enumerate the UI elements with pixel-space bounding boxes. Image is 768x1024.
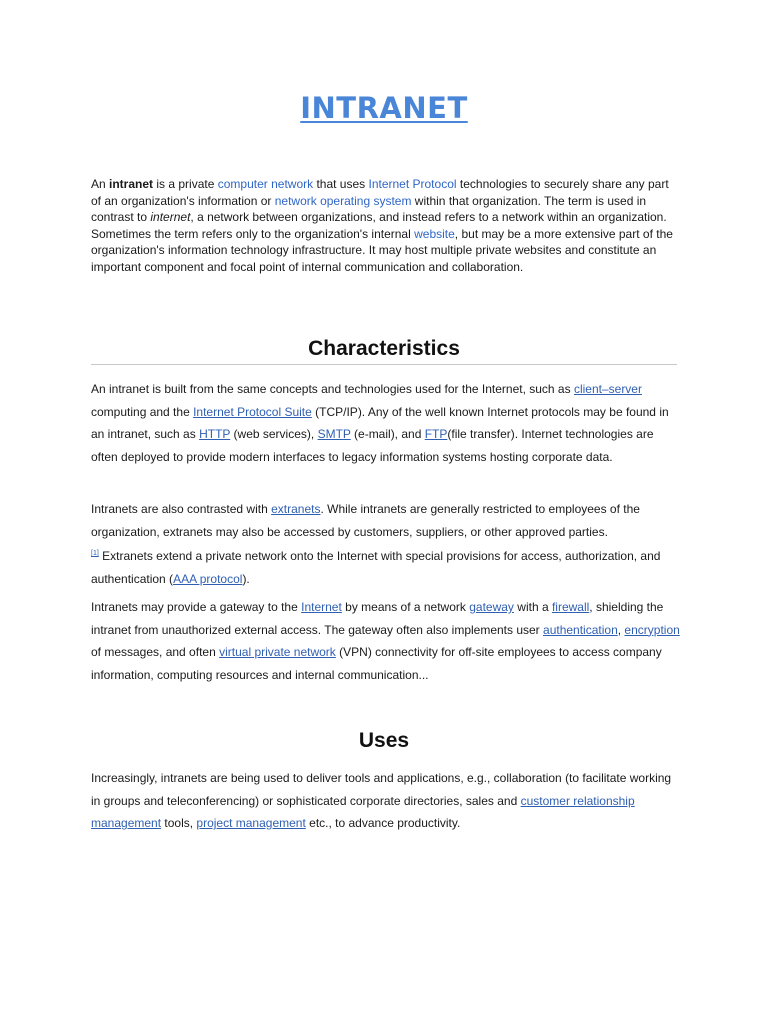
link-virtual-private-network[interactable]: virtual private network <box>219 645 336 660</box>
section-heading-characteristics: Characteristics <box>308 337 460 360</box>
intro-text: An <box>91 177 110 191</box>
link-internet-protocol-suite[interactable]: Internet Protocol Suite <box>193 404 312 419</box>
link-ftp[interactable]: FTP <box>424 427 448 442</box>
characteristics-paragraph-1 <box>91 378 683 468</box>
body-text: (TCP/IP). Any of the well known Internet protocols may be found in an intranet, such as <box>91 404 669 442</box>
characteristics-paragraph-2 <box>91 498 683 590</box>
characteristics-paragraph-3 <box>91 596 683 686</box>
body-text: (file transfer). Internet technologies are often deployed to provide modern interfaces to legacy information systems hosting corporate data. <box>91 427 654 464</box>
body-text: tools, <box>161 816 197 831</box>
link-gateway[interactable]: gateway <box>469 600 514 614</box>
body-text: Intranets may provide a gateway to the <box>91 600 302 614</box>
intro-text: within that organization. The term is used in contrast to <box>91 193 647 225</box>
body-text: (e-mail), and <box>350 427 425 442</box>
section-divider <box>91 364 677 365</box>
body-text: of messages, and often <box>91 645 220 660</box>
link-client-server[interactable]: client–server <box>573 382 642 396</box>
intro-text: , a network between organizations, and instead refers to a network within an organization. Sometimes the term refers only to the organization's internal <box>91 210 667 241</box>
section-heading-uses: Uses <box>358 729 410 752</box>
body-text: (web services), <box>230 427 318 442</box>
link-computer-network[interactable]: computer network <box>217 177 314 191</box>
link-network-operating-system[interactable]: network operating system <box>274 193 412 208</box>
link-encryption[interactable]: encryption <box>624 622 680 637</box>
intro-text: is a private <box>153 177 218 191</box>
body-text: with a <box>513 600 552 614</box>
body-text: computing and the <box>91 404 194 419</box>
intro-text: that uses <box>313 177 369 191</box>
intro-bold-term: intranet <box>109 177 154 191</box>
body-text: . While intranets are generally restricted to employees of the organization, extranets may also be accessed by customers, suppliers, or other approved parties. <box>91 502 640 539</box>
body-text: by means of a network <box>341 600 470 614</box>
link-smtp[interactable]: SMTP <box>317 427 351 442</box>
intro-text: technologies to securely share any part of an organization's information or <box>91 177 669 208</box>
body-text: , <box>617 622 625 637</box>
uses-paragraph-1 <box>91 767 683 835</box>
body-text: An intranet is built from the same concepts and technologies used for the Internet, such as <box>91 382 574 396</box>
intro-text: , but may be a more extensive part of the organization's information technology infrastructure. It may host multiple private websites and constitute an important component and focal point of internal communication and collaboration. <box>91 226 673 274</box>
link-internet[interactable]: Internet <box>301 600 342 614</box>
intro-paragraph <box>91 176 681 276</box>
body-text: Increasingly, intranets are being used to deliver tools and applications, e.g., collaboration (to facilitate working in groups and teleconferencing) or sophisticated corporate directories, sales and <box>91 771 672 808</box>
link-project-management[interactable]: project management <box>196 816 306 831</box>
link-customer-relationship-management[interactable]: customer relationship management <box>91 793 635 831</box>
link-aaa-protocol[interactable]: AAA protocol <box>173 571 243 586</box>
body-text: Intranets are also contrasted with <box>91 502 272 516</box>
body-text: etc., to advance productivity. <box>305 816 461 831</box>
body-text: , shielding the intranet from unauthorized external access. The gateway often also implements user <box>91 600 664 637</box>
link-http[interactable]: HTTP <box>199 427 231 442</box>
body-text: ). <box>242 571 250 586</box>
link-firewall[interactable]: firewall <box>551 600 590 614</box>
reference-link[interactable]: [1] <box>91 550 99 558</box>
page-title: INTRANET <box>300 91 468 125</box>
link-extranets[interactable]: extranets <box>271 502 321 516</box>
link-authentication[interactable]: authentication <box>543 622 618 637</box>
intro-italic-term: internet <box>150 210 191 225</box>
link-website[interactable]: website <box>414 226 455 241</box>
body-text: Extranets extend a private network onto the Internet with special provisions for access, authorization, and authentication ( <box>91 549 661 586</box>
body-text: (VPN) connectivity for off-site employees to access company information, computing resources and internal communication... <box>91 645 662 682</box>
link-internet-protocol[interactable]: Internet Protocol <box>368 177 457 191</box>
